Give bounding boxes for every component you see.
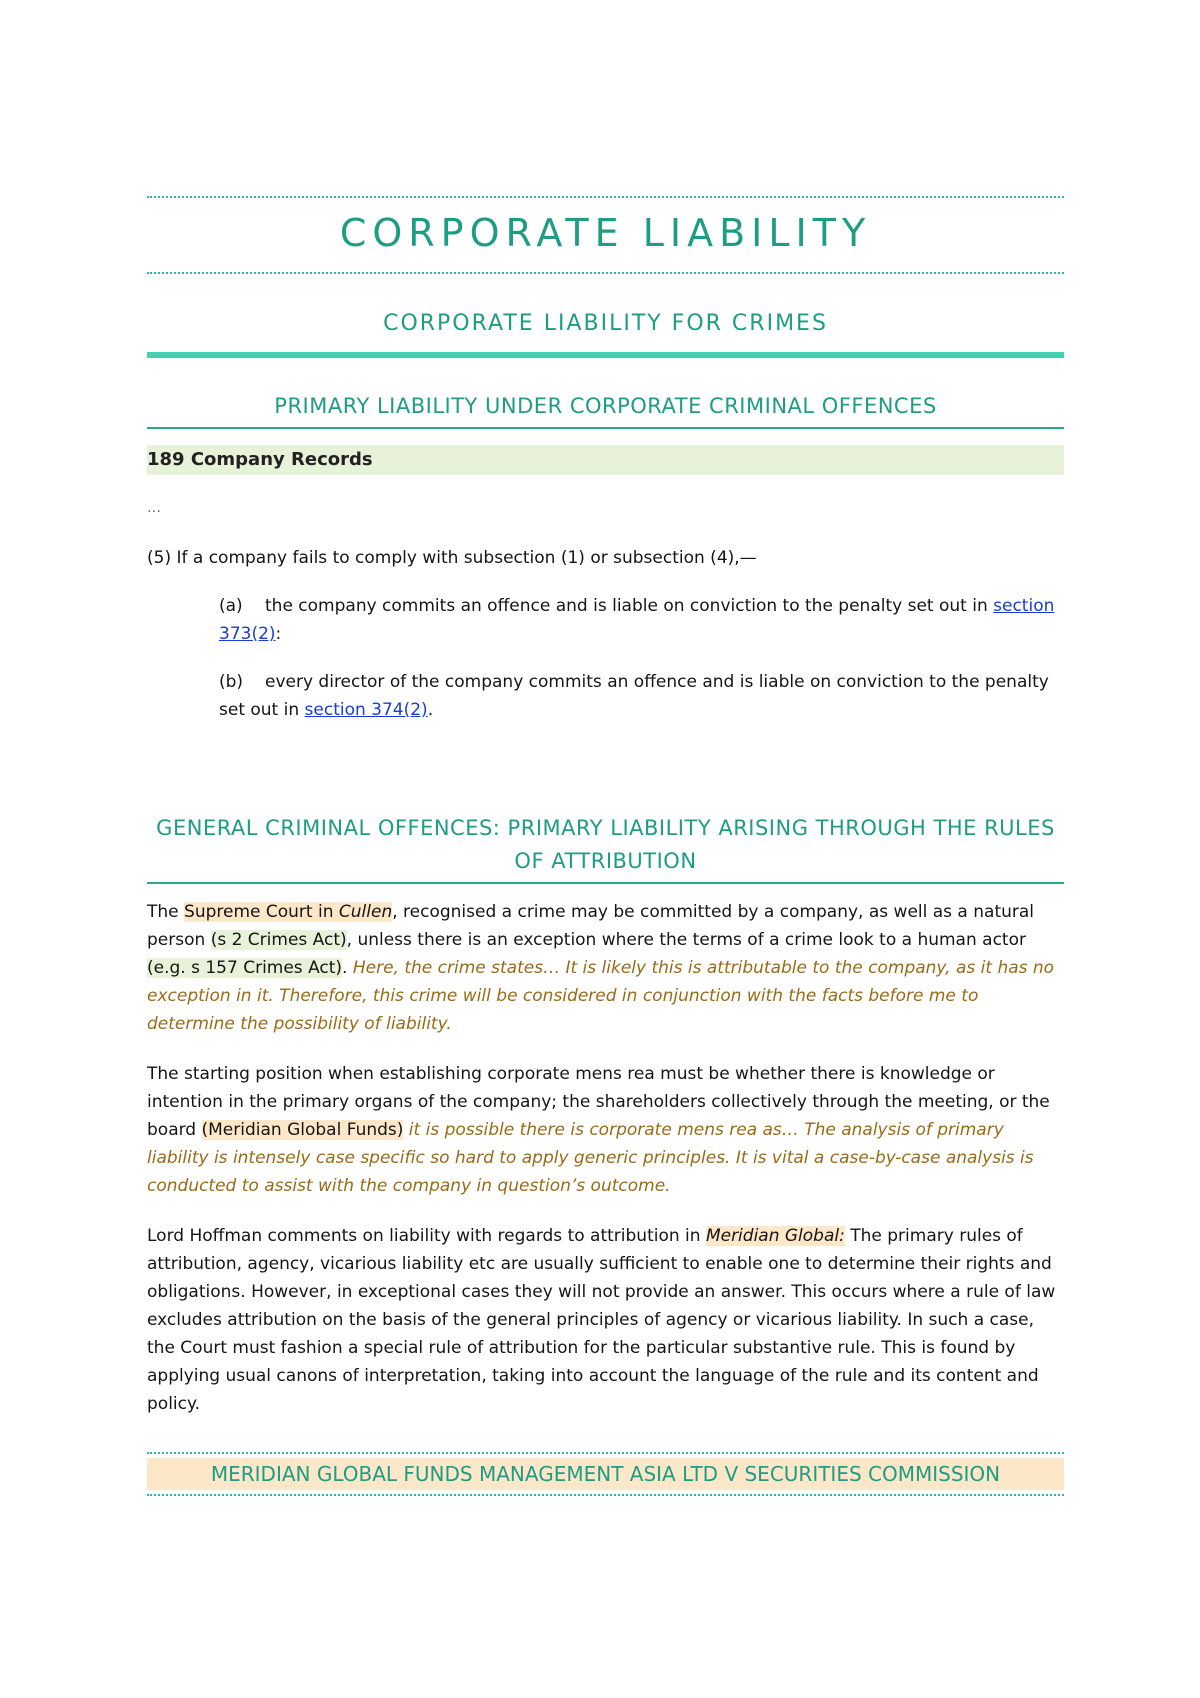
analysis-note: Here, the crime states… It is likely this is attributable to the company, as it has no exception in it. Therefore, this crime will be considered in conjunction with the facts before me to determine the possibility of liability. xyxy=(147,958,1055,1034)
case-heading: MERIDIAN GLOBAL FUNDS MANAGEMENT ASIA LTD V SECURITIES COMMISSION xyxy=(147,1458,1064,1490)
heading-3-text: GENERAL CRIMINAL OFFENCES: PRIMARY LIABILITY ARISING THROUGH THE RULES OF ATTRIBUTION xyxy=(156,816,1055,873)
section-heading-189: 189 Company Records xyxy=(147,445,1064,475)
text-run: The xyxy=(147,902,185,922)
analysis-note: it is possible there is corporate mens rea as… The analysis of primary liability is intensely case specific so hard to apply generic principles. It is vital a case-by-case analysis is conducted to assist with the company in question’s outcome. xyxy=(147,1120,1034,1196)
case-rule-top xyxy=(147,1452,1064,1454)
text-run: The primary rules of attribution, agency, vicarious liability etc are usually sufficient to enable one to determine their rights and obligations. However, in exceptional cases they will not provide an answer. This occurs where a rule of law excludes attribution on the basis of the general principles of agency or vicarious liability. In such a case, the Court must fashion a special rule of attribution for the particular substantive rule. This is found by applying usual canons of interpretation, taking into account the language of the rule and its content and policy. xyxy=(147,1226,1056,1414)
highlight-meridian-global: Meridian Global: xyxy=(705,1226,845,1246)
heading-2-rule xyxy=(147,427,1064,429)
body-paragraph-cullen xyxy=(147,898,1064,1038)
heading-3-rule xyxy=(147,882,1064,884)
case-rule-bottom xyxy=(147,1494,1064,1496)
paragraph-a xyxy=(219,592,1069,648)
highlight-meridian-global-funds: (Meridian Global Funds) xyxy=(201,1120,404,1140)
paragraph-b-label: (b) xyxy=(219,672,244,692)
body-paragraph-mens-rea xyxy=(147,1060,1064,1200)
case-name-cullen: Cullen xyxy=(338,902,393,922)
text-run: , recognised a crime may be committed by a company, as well as a natural person xyxy=(147,902,1035,950)
highlight-s2-crimes-act: (s 2 Crimes Act) xyxy=(210,930,347,950)
title-rule-top xyxy=(147,196,1064,198)
section-374-link[interactable]: section 374(2) xyxy=(304,700,428,720)
text-run: . xyxy=(342,958,353,978)
paragraph-b-end: . xyxy=(427,700,434,720)
paragraph-a-text: the company commits an offence and is liable on conviction to the penalty set out in xyxy=(265,596,994,616)
text-run: , unless there is an exception where the terms of a crime look to a human actor xyxy=(346,930,1026,950)
heading-general-criminal-offences xyxy=(147,812,1064,884)
text-run: Lord Hoffman comments on liability with regards to attribution in xyxy=(147,1226,706,1246)
paragraph-a-label: (a) xyxy=(219,596,243,616)
document-title: CORPORATE LIABILITY xyxy=(339,211,872,255)
heading-2-text: PRIMARY LIABILITY UNDER CORPORATE CRIMINAL OFFENCES xyxy=(274,394,937,418)
heading-primary-liability xyxy=(147,393,1064,429)
section-373-link[interactable]: section 373(2) xyxy=(219,596,1055,644)
paragraph-b xyxy=(219,668,1069,724)
body-paragraph-hoffman xyxy=(147,1222,1064,1418)
title-rule-bottom xyxy=(147,272,1064,274)
highlight-s157-crimes-act: (e.g. s 157 Crimes Act) xyxy=(147,958,343,978)
subsection-5: (5) If a company fails to comply with subsection (1) or subsection (4),— xyxy=(147,548,757,568)
highlight-supreme-court xyxy=(184,902,392,922)
paragraph-a-end: : xyxy=(275,624,282,644)
text-run: The starting position when establishing corporate mens rea must be whether there is knowledge or intention in the primary organs of the company; the shareholders collectively through the meeting, or the board xyxy=(147,1064,1050,1140)
ellipsis: … xyxy=(147,500,161,516)
heading-1-rule xyxy=(147,352,1064,358)
heading-1-text: CORPORATE LIABILITY FOR CRIMES xyxy=(383,311,828,336)
title-block xyxy=(147,196,1064,274)
paragraph-b-text: every director of the company commits an offence and is liable on conviction to the penalty set out in xyxy=(219,672,1049,720)
text-run: Supreme Court in xyxy=(184,902,339,922)
case-heading-box xyxy=(147,1452,1064,1496)
heading-corporate-liability-for-crimes xyxy=(147,310,1064,358)
